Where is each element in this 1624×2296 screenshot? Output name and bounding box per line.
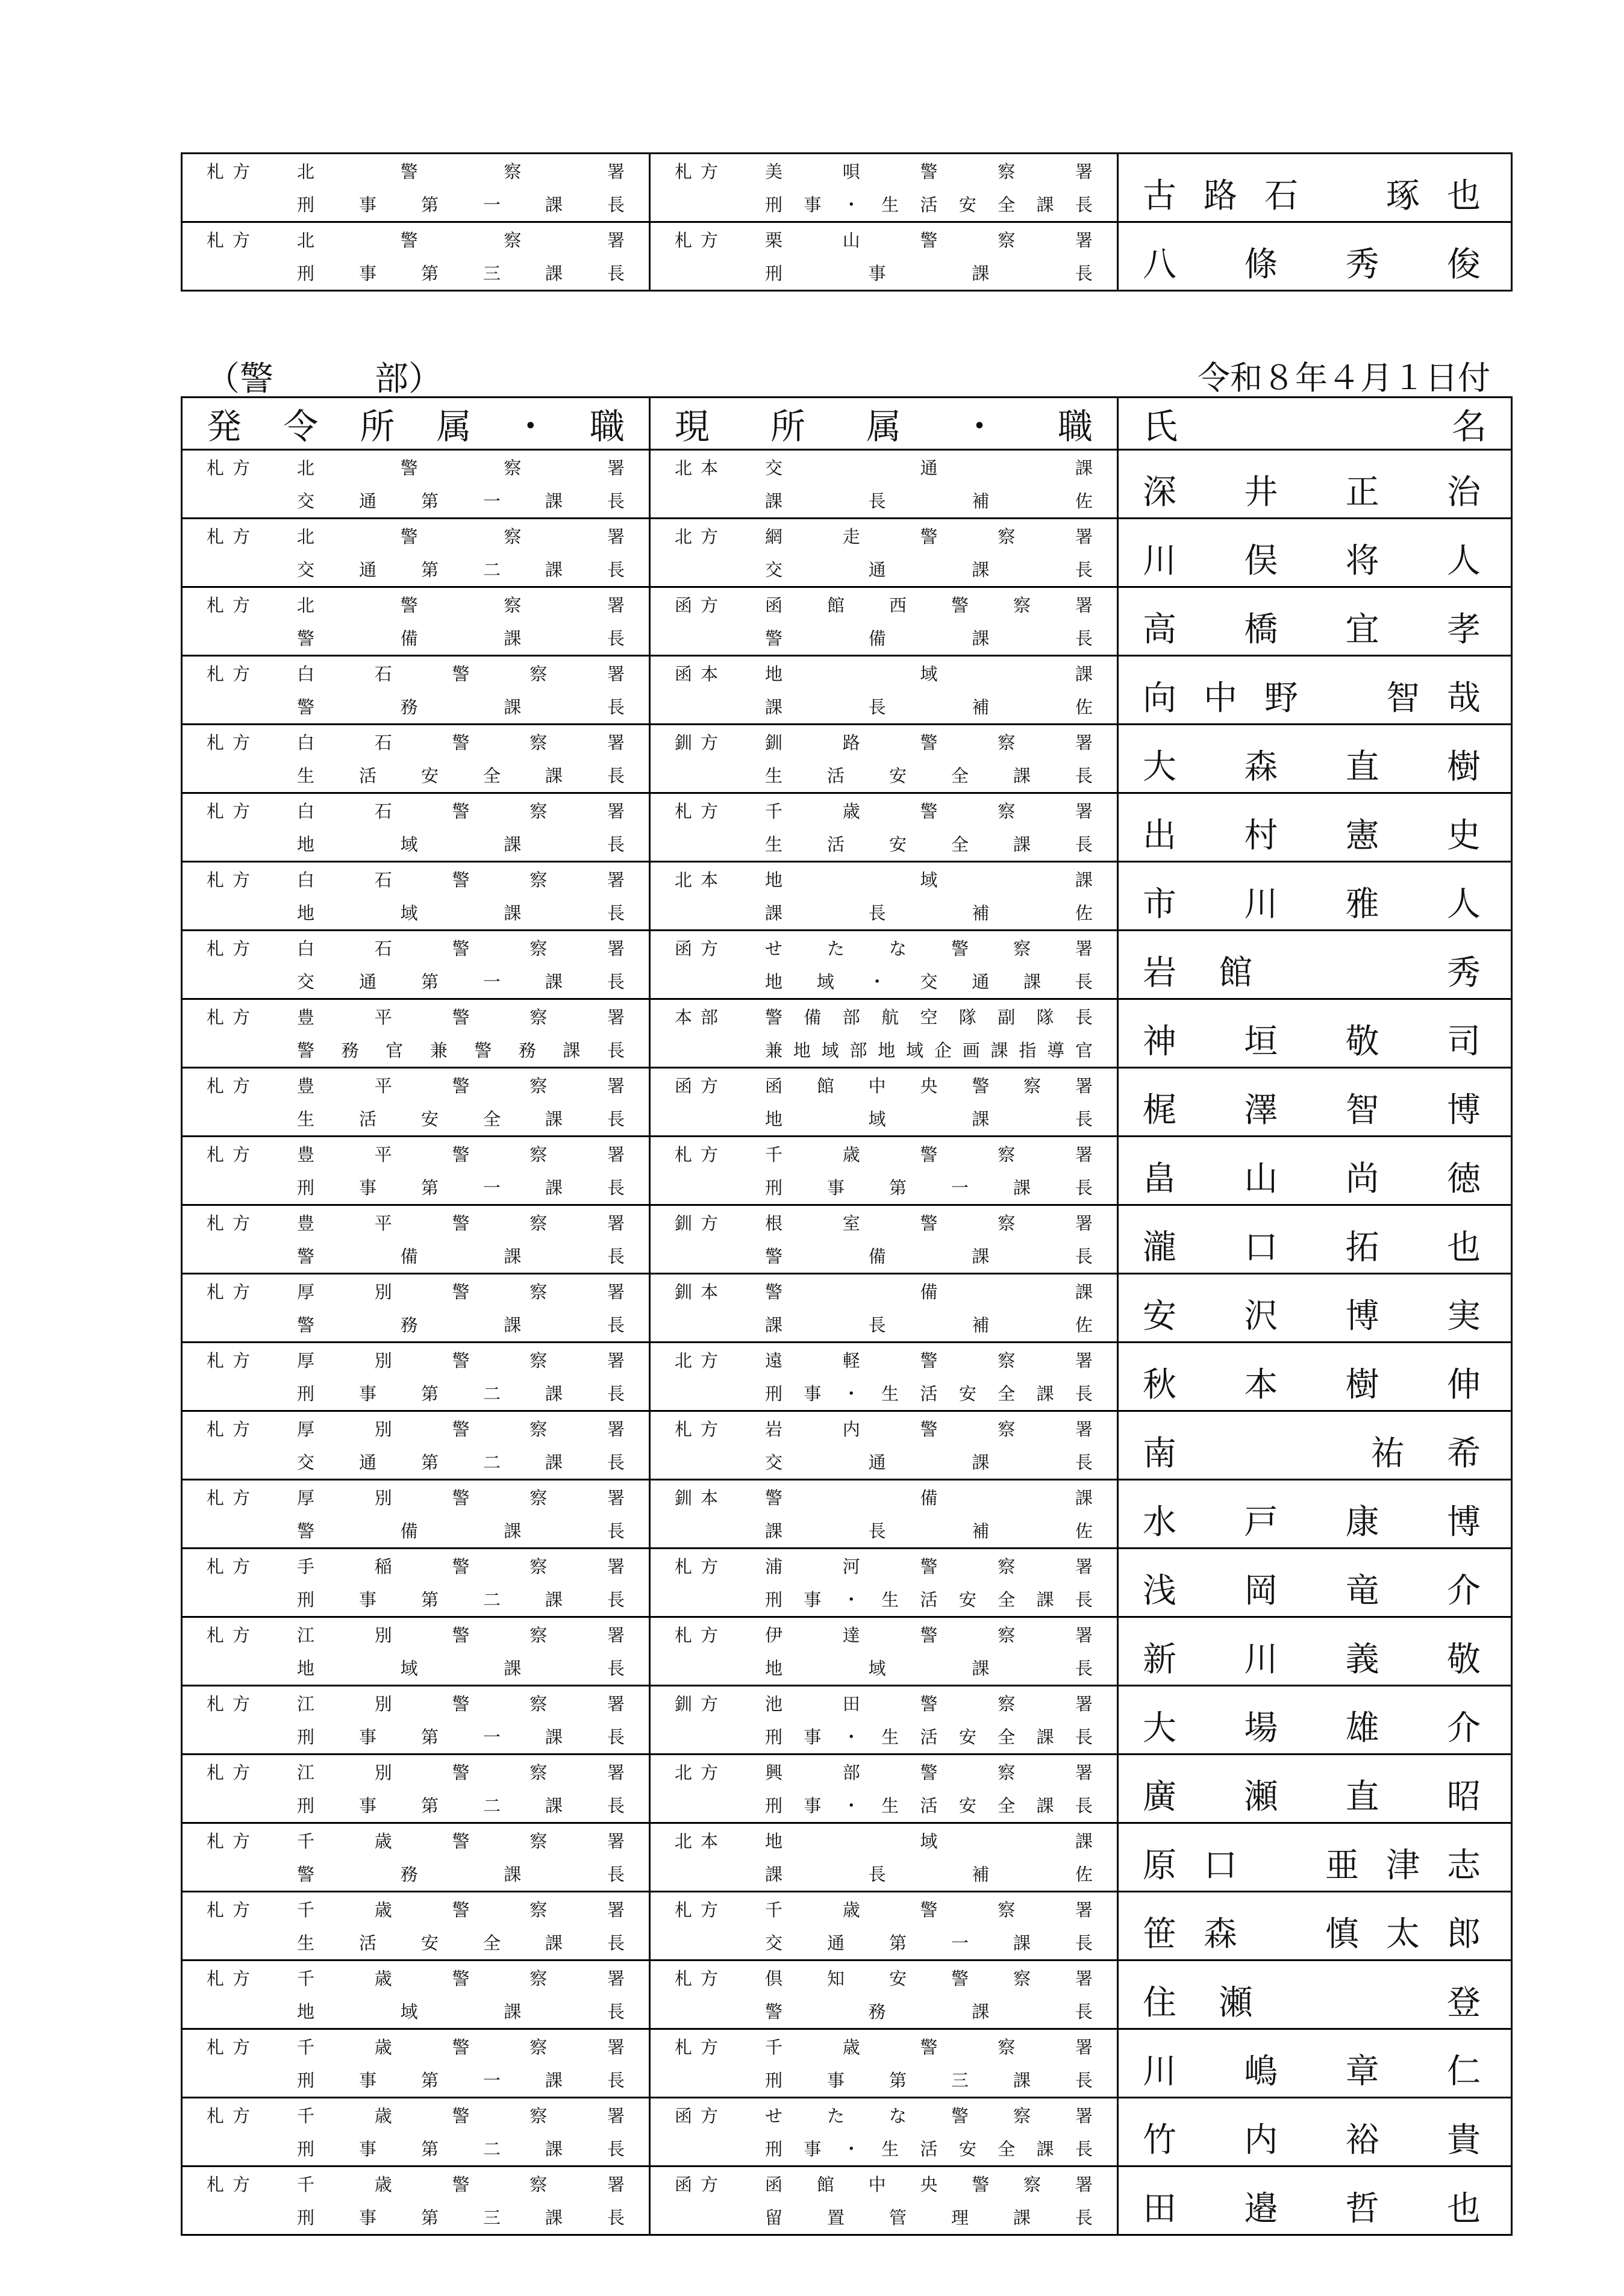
new-post-line2: 刑事第二課長 (297, 2139, 625, 2159)
name-cell (1118, 1823, 1512, 1892)
current-post-cell (650, 1343, 1118, 1411)
name-cell (1118, 222, 1512, 291)
current-post-line2: 課長補佐 (765, 1864, 1093, 1885)
new-post-line2: 刑事第二課長 (297, 1589, 625, 1610)
person-name: 大場雄介 (1143, 1708, 1481, 1748)
new-post-line1: 札方 江別警察署 (207, 1625, 625, 1646)
current-post-cell (650, 931, 1118, 999)
name-cell (1118, 2029, 1512, 2098)
current-post-line1: 釧本 警備課 (675, 1282, 1093, 1302)
new-post-line1: 札方 北警察署 (207, 458, 625, 478)
new-post-line1: 札方 北警察署 (207, 230, 625, 251)
table-row (182, 2098, 1512, 2167)
header-name: 氏名 (1118, 398, 1512, 450)
current-post-cell (650, 999, 1118, 1068)
new-post-line1: 札方 千歳警察署 (207, 1831, 625, 1851)
table-row (182, 1617, 1512, 1686)
person-name: 古路石 琢也 (1143, 176, 1481, 216)
person-name: 浅岡竜介 (1143, 1571, 1481, 1611)
current-post-cell (650, 1411, 1118, 1480)
table-row (182, 2167, 1512, 2235)
name-cell (1118, 450, 1512, 519)
new-post-line2: 刑事第一課長 (297, 1178, 625, 1198)
new-post-line1: 札方 豊平警察署 (207, 1144, 625, 1165)
new-post-line1: 札方 北警察署 (207, 161, 625, 182)
table-row (182, 999, 1512, 1068)
person-name: 向中野 智哉 (1143, 678, 1481, 718)
current-post-line1: 札方 美唄警察署 (675, 161, 1093, 182)
person-name: 原口 亜津志 (1143, 1845, 1481, 1885)
name-cell (1118, 1343, 1512, 1411)
table-row (182, 2029, 1512, 2098)
current-post-cell (650, 154, 1118, 222)
table-row (182, 1549, 1512, 1617)
current-post-line1: 札方 浦河警察署 (675, 1556, 1093, 1577)
current-post-cell (650, 1480, 1118, 1549)
current-post-line1: 北本 地域課 (675, 1831, 1093, 1851)
current-post-line1: 北方 興部警察署 (675, 1762, 1093, 1783)
new-post-cell (182, 1549, 650, 1617)
person-name: 田邉哲也 (1143, 2189, 1481, 2229)
current-post-line1: 本部 警備部航空隊副隊長 (675, 1007, 1093, 1028)
new-post-cell (182, 1823, 650, 1892)
new-post-cell (182, 1343, 650, 1411)
person-name: 南 祐希 (1143, 1433, 1481, 1473)
new-post-cell (182, 656, 650, 725)
new-post-line1: 札方 江別警察署 (207, 1762, 625, 1783)
new-post-line1: 札方 豊平警察署 (207, 1007, 625, 1028)
new-post-cell (182, 1892, 650, 1961)
current-post-line2: 刑事・生活安全課長 (765, 2139, 1093, 2159)
current-post-line1: 北本 交通課 (675, 458, 1093, 478)
current-post-line1: 札方 千歳警察署 (675, 1144, 1093, 1165)
new-post-cell (182, 999, 650, 1068)
name-cell (1118, 519, 1512, 587)
new-post-line2: 警備課長 (297, 1521, 625, 1541)
current-post-line2: 課長補佐 (765, 1521, 1093, 1541)
person-name: 神垣敬司 (1143, 1022, 1481, 1061)
name-cell (1118, 656, 1512, 725)
new-post-line1: 札方 豊平警察署 (207, 1213, 625, 1234)
current-post-line1: 函方 函館中央警察署 (675, 2174, 1093, 2195)
current-post-cell (650, 1892, 1118, 1961)
new-post-line2: 交通第一課長 (297, 491, 625, 511)
new-post-line2: 刑事第三課長 (297, 2207, 625, 2228)
current-post-line2: 交通課長 (765, 1452, 1093, 1473)
table-row (182, 222, 1512, 291)
current-post-cell (650, 2098, 1118, 2167)
new-post-line2: 刑事第三課長 (297, 263, 625, 284)
new-post-line1: 札方 千歳警察署 (207, 1900, 625, 1920)
table-row (182, 1343, 1512, 1411)
current-post-line2: 地域・交通課長 (765, 972, 1093, 992)
new-post-line1: 札方 厚別警察署 (207, 1419, 625, 1440)
current-post-line2: 課長補佐 (765, 697, 1093, 717)
current-post-line2: 警備課長 (765, 628, 1093, 649)
current-post-line2: 警備課長 (765, 1246, 1093, 1267)
name-cell (1118, 1961, 1512, 2029)
person-name: 水戸康博 (1143, 1502, 1481, 1542)
table-row (182, 587, 1512, 656)
current-post-line1: 札方 千歳警察署 (675, 801, 1093, 822)
current-post-line1: 釧方 池田警察署 (675, 1694, 1093, 1714)
current-post-line1: 札方 栗山警察署 (675, 230, 1093, 251)
current-post-line2: 留置管理課長 (765, 2207, 1093, 2228)
person-name: 大森直樹 (1143, 747, 1481, 787)
current-post-cell (650, 793, 1118, 862)
current-post-cell (650, 587, 1118, 656)
current-post-line2: 警務課長 (765, 2001, 1093, 2022)
table-row (182, 1480, 1512, 1549)
new-post-line1: 札方 千歳警察署 (207, 2106, 625, 2126)
person-name: 出村憲史 (1143, 816, 1481, 855)
person-name: 川嶋章仁 (1143, 2051, 1481, 2091)
current-post-line2: 地域課長 (765, 1109, 1093, 1129)
current-post-line1: 釧方 根室警察署 (675, 1213, 1093, 1234)
new-post-cell (182, 1961, 650, 2029)
name-cell (1118, 1686, 1512, 1755)
table-row (182, 1755, 1512, 1823)
current-post-line1: 札方 伊達警察署 (675, 1625, 1093, 1646)
new-post-cell (182, 1411, 650, 1480)
new-post-cell (182, 587, 650, 656)
current-post-cell (650, 1686, 1118, 1755)
new-post-line2: 地域課長 (297, 1658, 625, 1679)
name-cell (1118, 2167, 1512, 2235)
new-post-cell (182, 2167, 650, 2235)
current-post-line1: 函本 地域課 (675, 664, 1093, 684)
table-row (182, 154, 1512, 222)
current-post-line1: 函方 せたな警察署 (675, 2106, 1093, 2126)
current-post-line2: 生活安全課長 (765, 834, 1093, 855)
new-post-line1: 札方 千歳警察署 (207, 1968, 625, 1989)
person-name: 畠山尚徳 (1143, 1159, 1481, 1199)
header-row (182, 398, 1512, 450)
rank-label: （警 部） (206, 360, 442, 399)
table-row (182, 793, 1512, 862)
new-post-line1: 札方 白石警察署 (207, 732, 625, 753)
current-post-cell (650, 1617, 1118, 1686)
table-row (182, 931, 1512, 999)
new-post-line2: 刑事第一課長 (297, 1727, 625, 1747)
current-post-line2: 課長補佐 (765, 903, 1093, 923)
name-cell (1118, 1755, 1512, 1823)
name-cell (1118, 1137, 1512, 1205)
current-post-line2: 刑事第三課長 (765, 2070, 1093, 2091)
person-name: 瀧口拓也 (1143, 1228, 1481, 1267)
new-post-line2: 交通第二課長 (297, 1452, 625, 1473)
current-post-line1: 函方 函館中央警察署 (675, 1076, 1093, 1096)
current-post-cell (650, 1068, 1118, 1137)
new-post-line1: 札方 千歳警察署 (207, 2037, 625, 2057)
table-row (182, 1892, 1512, 1961)
name-cell (1118, 1892, 1512, 1961)
current-post-line2: 課長補佐 (765, 1315, 1093, 1335)
new-post-line2: 交通第二課長 (297, 560, 625, 580)
new-post-cell (182, 1686, 650, 1755)
table-row (182, 1411, 1512, 1480)
table-row (182, 725, 1512, 793)
current-post-cell (650, 2029, 1118, 2098)
table-row (182, 1137, 1512, 1205)
current-post-line1: 札方 岩内警察署 (675, 1419, 1093, 1440)
current-post-cell (650, 519, 1118, 587)
person-name: 岩館 秀 (1143, 953, 1481, 993)
new-post-line1: 札方 厚別警察署 (207, 1282, 625, 1302)
current-post-line1: 北方 網走警察署 (675, 526, 1093, 547)
name-cell (1118, 862, 1512, 931)
name-cell (1118, 1617, 1512, 1686)
new-post-cell (182, 450, 650, 519)
new-post-line2: 刑事第一課長 (297, 195, 625, 215)
current-post-line1: 函方 函館西警察署 (675, 595, 1093, 616)
person-name: 笹森 慎太郎 (1143, 1914, 1481, 1954)
new-post-cell (182, 1480, 650, 1549)
new-post-line1: 札方 白石警察署 (207, 801, 625, 822)
name-cell (1118, 999, 1512, 1068)
current-post-cell (650, 1137, 1118, 1205)
current-post-cell (650, 1205, 1118, 1274)
new-post-cell (182, 1274, 650, 1343)
current-post-line2: 交通第一課長 (765, 1933, 1093, 1953)
table-row (182, 1274, 1512, 1343)
new-post-cell (182, 862, 650, 931)
person-name: 新川義敬 (1143, 1639, 1481, 1679)
current-post-cell (650, 1274, 1118, 1343)
name-cell (1118, 1274, 1512, 1343)
new-post-line2: 警務官兼警務課長 (297, 1040, 625, 1061)
top-table (181, 152, 1513, 292)
current-post-line2: 刑事第一課長 (765, 1178, 1093, 1198)
new-post-cell (182, 1205, 650, 1274)
current-post-cell (650, 862, 1118, 931)
current-post-line1: 釧本 警備課 (675, 1488, 1093, 1508)
new-post-line1: 札方 白石警察署 (207, 938, 625, 959)
new-post-line2: 刑事第一課長 (297, 2070, 625, 2091)
table-row (182, 1686, 1512, 1755)
new-post-cell (182, 793, 650, 862)
new-post-cell (182, 725, 650, 793)
name-cell (1118, 1480, 1512, 1549)
name-cell (1118, 587, 1512, 656)
new-post-cell (182, 519, 650, 587)
current-post-line2: 刑事・生活安全課長 (765, 1795, 1093, 1816)
new-post-line1: 札方 豊平警察署 (207, 1076, 625, 1096)
new-post-cell (182, 1617, 650, 1686)
name-cell (1118, 931, 1512, 999)
new-post-line2: 地域課長 (297, 903, 625, 923)
person-name: 秋本樹伸 (1143, 1365, 1481, 1405)
new-post-line1: 札方 白石警察署 (207, 664, 625, 684)
new-post-cell (182, 1755, 650, 1823)
new-post-cell (182, 1137, 650, 1205)
table-row (182, 656, 1512, 725)
current-post-cell (650, 2167, 1118, 2235)
current-post-line1: 函方 せたな警察署 (675, 938, 1093, 959)
new-post-line2: 生活安全課長 (297, 1933, 625, 1953)
name-cell (1118, 1549, 1512, 1617)
table-row (182, 519, 1512, 587)
new-post-line2: 警務課長 (297, 1315, 625, 1335)
current-post-cell (650, 1823, 1118, 1892)
table-row (182, 450, 1512, 519)
person-name: 八條秀俊 (1143, 245, 1481, 284)
main-table (181, 396, 1513, 2236)
table-row (182, 1205, 1512, 1274)
new-post-line1: 札方 白石警察署 (207, 870, 625, 890)
current-post-cell (650, 1961, 1118, 2029)
current-post-line2: 刑事課長 (765, 263, 1093, 284)
header-new-post: 発令所属・職 (182, 398, 650, 450)
new-post-line1: 札方 北警察署 (207, 526, 625, 547)
current-post-cell (650, 656, 1118, 725)
name-cell (1118, 2098, 1512, 2167)
current-post-line1: 札方 千歳警察署 (675, 2037, 1093, 2057)
current-post-cell (650, 725, 1118, 793)
new-post-line1: 札方 北警察署 (207, 595, 625, 616)
new-post-line2: 生活安全課長 (297, 1109, 625, 1129)
person-name: 住瀬 登 (1143, 1983, 1481, 2023)
effective-date: 令和８年４月１日付 (1198, 359, 1490, 397)
current-post-cell (650, 222, 1118, 291)
current-post-line1: 札方 千歳警察署 (675, 1900, 1093, 1920)
current-post-line1: 北本 地域課 (675, 870, 1093, 890)
header-current-post: 現所属・職 (650, 398, 1118, 450)
new-post-line2: 警務課長 (297, 1864, 625, 1885)
new-post-line2: 刑事第二課長 (297, 1795, 625, 1816)
person-name: 安沢博実 (1143, 1296, 1481, 1336)
new-post-cell (182, 2098, 650, 2167)
person-name: 梶澤智博 (1143, 1090, 1481, 1130)
new-post-cell (182, 154, 650, 222)
current-post-cell (650, 450, 1118, 519)
current-post-line2: 刑事・生活安全課長 (765, 1384, 1093, 1404)
new-post-line1: 札方 江別警察署 (207, 1694, 625, 1714)
new-post-cell (182, 1068, 650, 1137)
current-post-line2: 刑事・生活安全課長 (765, 1589, 1093, 1610)
person-name: 川俣将人 (1143, 541, 1481, 581)
current-post-line2: 生活安全課長 (765, 766, 1093, 786)
new-post-line2: 地域課長 (297, 2001, 625, 2022)
name-cell (1118, 1411, 1512, 1480)
current-post-line2: 地域課長 (765, 1658, 1093, 1679)
current-post-line1: 北方 遠軽警察署 (675, 1350, 1093, 1371)
table-row (182, 1068, 1512, 1137)
table-row (182, 1961, 1512, 2029)
table-row (182, 1823, 1512, 1892)
person-name: 高橋宜孝 (1143, 610, 1481, 649)
new-post-line2: 警備課長 (297, 628, 625, 649)
person-name: 竹内裕貴 (1143, 2120, 1481, 2160)
current-post-line1: 札方 倶知安警察署 (675, 1968, 1093, 1989)
name-cell (1118, 1205, 1512, 1274)
new-post-line2: 刑事第二課長 (297, 1384, 625, 1404)
current-post-line2: 交通課長 (765, 560, 1093, 580)
current-post-line2: 課長補佐 (765, 491, 1093, 511)
name-cell (1118, 1068, 1512, 1137)
new-post-line1: 札方 手稲警察署 (207, 1556, 625, 1577)
new-post-line1: 札方 厚別警察署 (207, 1350, 625, 1371)
current-post-line2: 刑事・生活安全課長 (765, 1727, 1093, 1747)
current-post-line2: 刑事・生活安全課長 (765, 195, 1093, 215)
name-cell (1118, 154, 1512, 222)
person-name: 市川雅人 (1143, 884, 1481, 924)
new-post-line2: 生活安全課長 (297, 766, 625, 786)
current-post-line1: 釧方 釧路警察署 (675, 732, 1093, 753)
new-post-line2: 警務課長 (297, 697, 625, 717)
new-post-line2: 警備課長 (297, 1246, 625, 1267)
new-post-cell (182, 2029, 650, 2098)
person-name: 廣瀬直昭 (1143, 1777, 1481, 1817)
name-cell (1118, 793, 1512, 862)
new-post-line1: 札方 千歳警察署 (207, 2174, 625, 2195)
table-row (182, 862, 1512, 931)
current-post-cell (650, 1755, 1118, 1823)
new-post-line2: 交通第一課長 (297, 972, 625, 992)
new-post-line1: 札方 厚別警察署 (207, 1488, 625, 1508)
new-post-line2: 地域課長 (297, 834, 625, 855)
new-post-cell (182, 931, 650, 999)
name-cell (1118, 725, 1512, 793)
person-name: 深井正治 (1143, 472, 1481, 512)
new-post-cell (182, 222, 650, 291)
current-post-line2: 兼地域部地域企画課指導官 (765, 1040, 1093, 1061)
current-post-cell (650, 1549, 1118, 1617)
